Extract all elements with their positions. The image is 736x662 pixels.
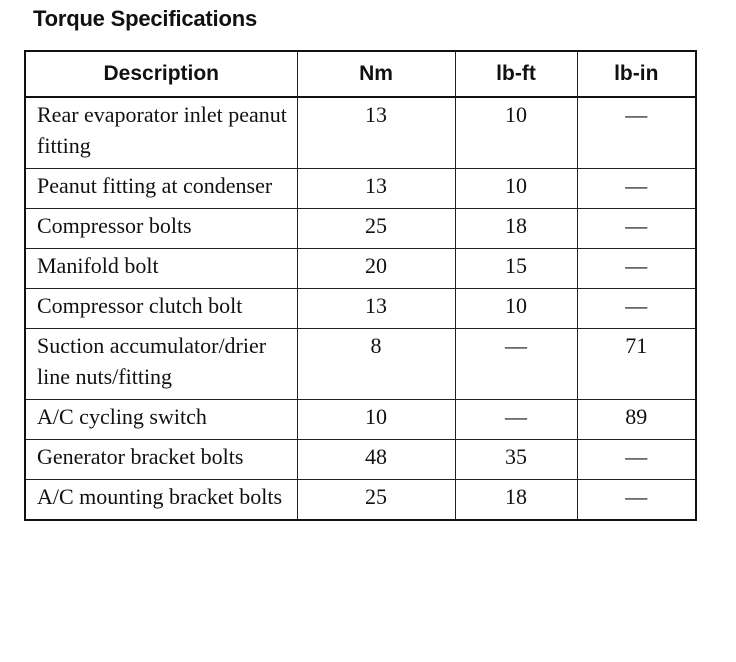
cell-description: Generator bracket bolts <box>25 440 297 480</box>
cell-description: Compressor bolts <box>25 209 297 249</box>
cell-lb-in: 71 <box>577 329 696 400</box>
page-title: Torque Specifications <box>33 6 257 31</box>
header-lb-ft: lb-ft <box>455 51 577 97</box>
torque-spec-table <box>24 50 697 521</box>
cell-lb-in: — <box>577 249 696 289</box>
cell-description: Compressor clutch bolt <box>25 289 297 329</box>
cell-description: A/C cycling switch <box>25 400 297 440</box>
cell-description: Manifold bolt <box>25 249 297 289</box>
table-row <box>25 209 696 249</box>
table-row <box>25 400 696 440</box>
cell-nm: 13 <box>297 169 455 209</box>
cell-nm: 25 <box>297 209 455 249</box>
cell-description: Suction accumulator/drier line nuts/fitting <box>25 329 297 400</box>
cell-nm: 25 <box>297 480 455 521</box>
cell-lb-in: — <box>577 169 696 209</box>
cell-nm: 48 <box>297 440 455 480</box>
cell-description: Rear evaporator inlet peanut fitting <box>25 97 297 169</box>
cell-lb-ft: — <box>455 400 577 440</box>
table-row <box>25 440 696 480</box>
header-row <box>25 51 696 97</box>
cell-nm: 8 <box>297 329 455 400</box>
cell-description: Peanut fitting at condenser <box>25 169 297 209</box>
cell-lb-ft: 18 <box>455 209 577 249</box>
cell-lb-ft: 35 <box>455 440 577 480</box>
table-row <box>25 289 696 329</box>
cell-nm: 13 <box>297 289 455 329</box>
table-row <box>25 97 696 169</box>
cell-nm: 10 <box>297 400 455 440</box>
header-nm: Nm <box>297 51 455 97</box>
header-description: Description <box>25 51 297 97</box>
cell-lb-in: — <box>577 289 696 329</box>
cell-lb-in: — <box>577 97 696 169</box>
cell-lb-in: — <box>577 440 696 480</box>
table-row <box>25 329 696 400</box>
cell-lb-ft: 10 <box>455 97 577 169</box>
cell-description: A/C mounting bracket bolts <box>25 480 297 521</box>
cell-lb-in: — <box>577 209 696 249</box>
table-row <box>25 169 696 209</box>
cell-lb-ft: 10 <box>455 289 577 329</box>
cell-lb-ft: 18 <box>455 480 577 521</box>
cell-lb-ft: — <box>455 329 577 400</box>
cell-nm: 13 <box>297 97 455 169</box>
cell-nm: 20 <box>297 249 455 289</box>
table-row <box>25 480 696 521</box>
header-lb-in: lb-in <box>577 51 696 97</box>
table-row <box>25 249 696 289</box>
cell-lb-in: 89 <box>577 400 696 440</box>
cell-lb-in: — <box>577 480 696 521</box>
cell-lb-ft: 15 <box>455 249 577 289</box>
cell-lb-ft: 10 <box>455 169 577 209</box>
